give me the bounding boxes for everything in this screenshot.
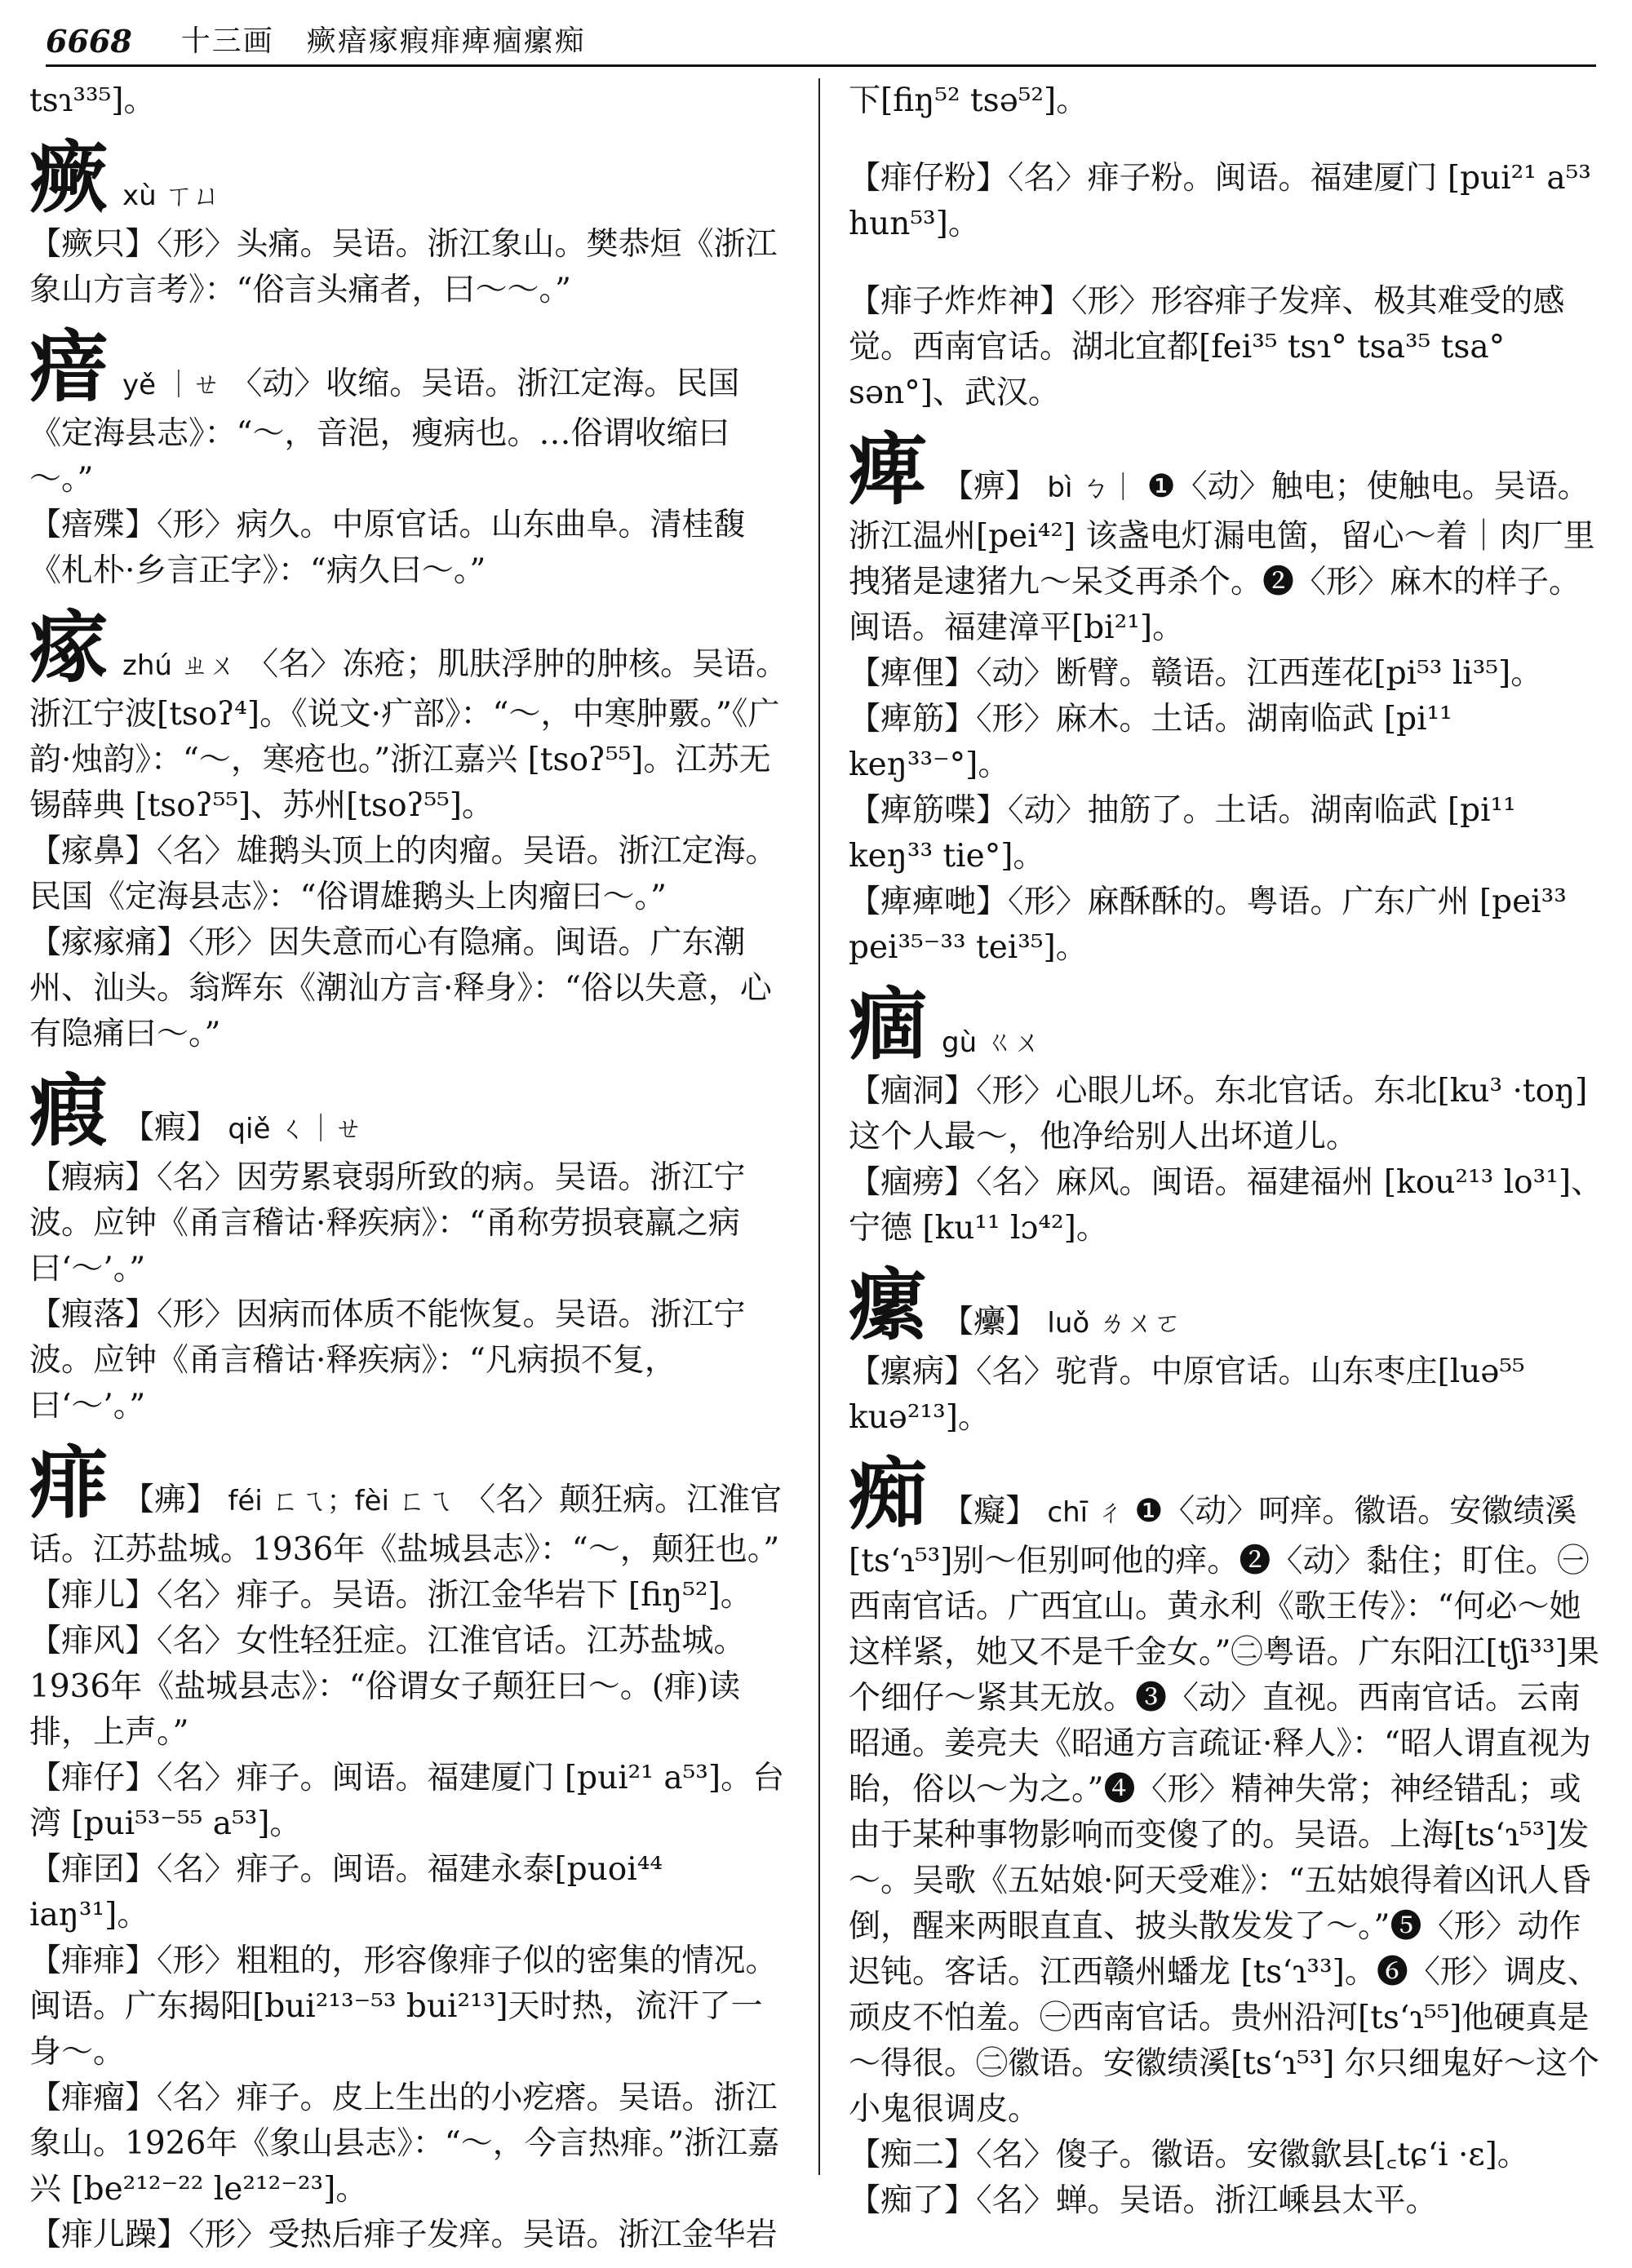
- definition: ❶〈动〉呵痒。徽语。安徽绩溪[ts‘ɿ⁵³]别～佢别呵他的痒。❷〈动〉黏住；盯住。㊀西南官话。广西宜山。黄永利《歌王传》：“何必～她这样紧，她又不是千金女。”㊁粤语。广东阳江[tʃi³³]果个细仔～紧其无放。❸〈动〉直视。西南官话。云南昭通。姜亮夫《昭通方言疏证·释人》：“昭人谓直视为眙，俗以～为之。”❹〈形〉精神失常；神经错乱；或由于某种事物影响而变傻了的。吴语。上海[ts‘ɿ⁵³]发～。吴歌《五姑娘·阿天受难》：“五姑娘得着凶讯人昏倒，醒来两眼直直、披头散发发了～。”❺〈形〉动作迟钝。客话。江西赣州蟠龙 [ts‘ɿ³³]。❻〈形〉调皮、顽皮不怕羞。㊀西南官话。贵州沿河[ts‘ɿ⁵⁵]他硬真是～得很。㊁徽语。安徽绩溪[ts‘ɿ⁵³] 尔只细鬼好～这个小鬼很调皮。: [849, 1493, 1599, 2128]
- variant-form: 【癳】: [942, 1304, 1038, 1340]
- pinyin: gù ㄍㄨ: [942, 1026, 1041, 1059]
- pinyin: yě ｜ㄝ: [122, 369, 220, 401]
- sub-entry: 【瘕病】〈名〉因劳累衰弱所致的病。吴语。浙江宁波。应钟《甬言稽诂·释疾病》：“甬称劳损衰羸之病曰‘～’。”: [29, 1159, 746, 1287]
- entry: [849, 423, 1608, 971]
- column-divider: [818, 78, 820, 2175]
- sub-entry: 【瘖殜】〈形〉病久。中原官话。山东曲阜。清桂馥《札朴·乡言正字》：“病久曰～。”: [29, 507, 746, 589]
- header-characters: 瘚瘖瘃瘕痱痺痼瘰痴: [306, 24, 586, 58]
- sub-entry: 【瘕落】〈形〉因病而体质不能恢复。吴语。浙江宁波。应钟《甬言稽诂·释疾病》：“凡病损不复，曰‘～’。”: [29, 1296, 746, 1424]
- left-column: [29, 78, 788, 2268]
- headword: 瘚: [29, 131, 108, 224]
- headword: 瘕: [29, 1065, 108, 1157]
- sub-entry: 【痴二】〈名〉傻子。徽语。安徽歙县[꜀tɕ‘i ·ɛ]。: [849, 2137, 1529, 2173]
- entry: [849, 1261, 1608, 1441]
- sub-entry: 【痱囝】〈名〉痱子。闽语。福建永泰[puoi⁴⁴ iaŋ³¹]。: [29, 1851, 663, 1934]
- sub-entry: 【痱风】〈名〉女性轻狂症。江淮官话。江苏盐城。1936年《盐城县志》：“俗谓女子颠狂曰～。(痱)读排，上声。”: [29, 1623, 746, 1751]
- sub-entry: 【痺筋喋】〈动〉抽筋了。土话。湖南临武 [pi¹¹ keŋ³³ tie°]。: [849, 792, 1516, 875]
- sub-entry: 【瘃瘃痛】〈形〉因失意而心有隐痛。闽语。广东潮州、汕头。翁辉东《潮汕方言·释身》：“俗以失意，心有隐痛曰～。”: [29, 924, 772, 1052]
- sub-entry: 【痼痨】〈名〉麻风。闽语。福建福州 [kou²¹³ lo³¹]、宁德 [ku¹¹ lɔ⁴²]。: [849, 1164, 1603, 1247]
- entry: [849, 978, 1608, 1251]
- sub-entry: 【瘰病】〈名〉驼背。中原官话。山东枣庄[luə⁵⁵ kuə²¹³]。: [849, 1353, 1525, 1436]
- entry: [29, 131, 788, 313]
- sub-entry: 【痼洞】〈形〉心眼儿坏。东北官话。东北[ku³ ·toŋ]这个人最～，他净给别人出坏道儿。: [849, 1073, 1588, 1155]
- sub-entry: 【痱仔】〈名〉痱子。闽语。福建厦门 [pui²¹ a⁵³]。台湾 [pui⁵³⁻⁵⁵ a⁵³]。: [29, 1760, 785, 1842]
- variant-form: 【疿】: [122, 1482, 219, 1518]
- right-column: [849, 78, 1608, 2234]
- sub-entry: 【痱仔粉】〈名〉痱子粉。闽语。福建厦门 [pui²¹ a⁵³ hun⁵³]。: [849, 160, 1591, 242]
- entry: [849, 1448, 1608, 2224]
- entry: [29, 1067, 788, 1429]
- definition: ❶〈动〉触电；使触电。吴语。浙江温州[pei⁴²] 该盏电灯漏电箇，留心～着｜肉厂里拽猪是逮猪九～呆爻再杀个。❷〈形〉麻木的样子。闽语。福建漳平[bi²¹]。: [849, 468, 1595, 646]
- headword: 痱: [29, 1437, 108, 1529]
- pinyin: bì ㄅ｜: [1047, 472, 1138, 504]
- headword: 瘰: [849, 1259, 927, 1351]
- headword: 瘃: [29, 601, 108, 693]
- sub-entry: 【痱儿】〈名〉痱子。吴语。浙江金华岩下 [fiŋ⁵²]。: [29, 1577, 752, 1614]
- sub-entry: 【痴了】〈名〉蝉。吴语。浙江嵊县太平。: [849, 2182, 1438, 2219]
- variant-form: 【癡】: [942, 1493, 1038, 1530]
- pinyin: chī ㄔ: [1047, 1496, 1124, 1529]
- headword: 瘖: [29, 321, 108, 413]
- variant-form: 【痹】: [942, 468, 1038, 505]
- pinyin: féi ㄈㄟ；fèi ㄈㄟ: [228, 1485, 454, 1517]
- sub-entry: 【瘃鼻】〈名〉雄鹅头顶上的肉瘤。吴语。浙江定海。民国《定海县志》：“俗谓雄鹅头上肉瘤曰～。”: [29, 833, 778, 915]
- pinyin: luǒ ㄌㄨㄛ: [1047, 1307, 1182, 1340]
- pinyin: zhú ㄓㄨ: [122, 649, 237, 682]
- definition: 〈名〉冻疮；肌肤浮肿的肿核。吴语。浙江宁波[tsoʔ⁴]。《说文·疒部》：“～，中寒肿覈。”《广韵·烛韵》：“～，寒疮也。”浙江嘉兴 [tsoʔ⁵⁵]。江苏无锡薛典 [tsoʔ⁵⁵]、苏州[tsoʔ⁵⁵]。: [29, 646, 788, 824]
- sub-entry: 【痱子炸炸神】〈形〉形容痱子发痒、极其难受的感觉。西南官话。湖北宜都[fei³⁵ tsɿ° tsa³⁵ tsa° sən°]、武汉。: [849, 283, 1565, 411]
- page-number: 6668: [46, 23, 132, 60]
- entry: [29, 601, 788, 1057]
- variant-form: 【瘕】: [122, 1110, 219, 1146]
- sub-entry: 【痱儿躁】〈形〉受热后痱子发痒。吴语。浙江金华岩: [29, 2217, 778, 2253]
- entry: [29, 323, 788, 594]
- section-title: 十三画: [180, 24, 274, 58]
- headword: 痼: [849, 978, 927, 1070]
- entry: [29, 1439, 788, 2258]
- pinyin: xù ㄒㄩ: [122, 179, 221, 212]
- continuation-text: 下[fiŋ⁵² tsə⁵²]。: [849, 82, 1089, 119]
- definition: 〈名〉颠狂病。江淮官话。江苏盐城。1936年《盐城县志》：“～，颠狂也。”: [29, 1482, 783, 1568]
- headword: 痺: [849, 423, 927, 516]
- page-header: [46, 16, 1596, 67]
- pinyin: qiě ㄑ｜ㄝ: [228, 1113, 363, 1145]
- headword: 痴: [849, 1448, 927, 1540]
- sub-entry: 【痺痺哋】〈形〉麻酥酥的。粤语。广东广州 [pei³³ pei³⁵⁻³³ tei³⁵]。: [849, 884, 1567, 966]
- sub-entry: 【痺筋】〈形〉麻木。土话。湖南临武 [pi¹¹ keŋ³³⁻°]。: [849, 701, 1452, 783]
- sub-entry: 【痺俚】〈动〉断臂。赣语。江西莲花[pi⁵³ li³⁵]。: [849, 655, 1543, 692]
- sub-entry: 【痱痱】〈形〉粗粗的，形容像痱子似的密集的情况。闽语。广东揭阳[bui²¹³⁻⁵³ bui²¹³]天时热，流汗了一身～。: [29, 1942, 778, 2071]
- definition: 〈动〉收缩。吴语。浙江定海。民国《定海县志》：“～，音浥，瘦病也。…俗谓收缩曰～。”: [29, 365, 740, 498]
- continuation-text: tsɿ³³⁵]。: [29, 82, 156, 119]
- sub-entry: 【痱瘤】〈名〉痱子。皮上生出的小疙瘩。吴语。浙江象山。1926年《象山县志》：“～，今言热痱。”浙江嘉兴 [be²¹²⁻²² le²¹²⁻²³]。: [29, 2080, 780, 2208]
- sub-entry: 【瘚只】〈形〉头痛。吴语。浙江象山。樊恭烜《浙江象山方言考》：“俗言头痛者，曰～～。”: [29, 226, 778, 308]
